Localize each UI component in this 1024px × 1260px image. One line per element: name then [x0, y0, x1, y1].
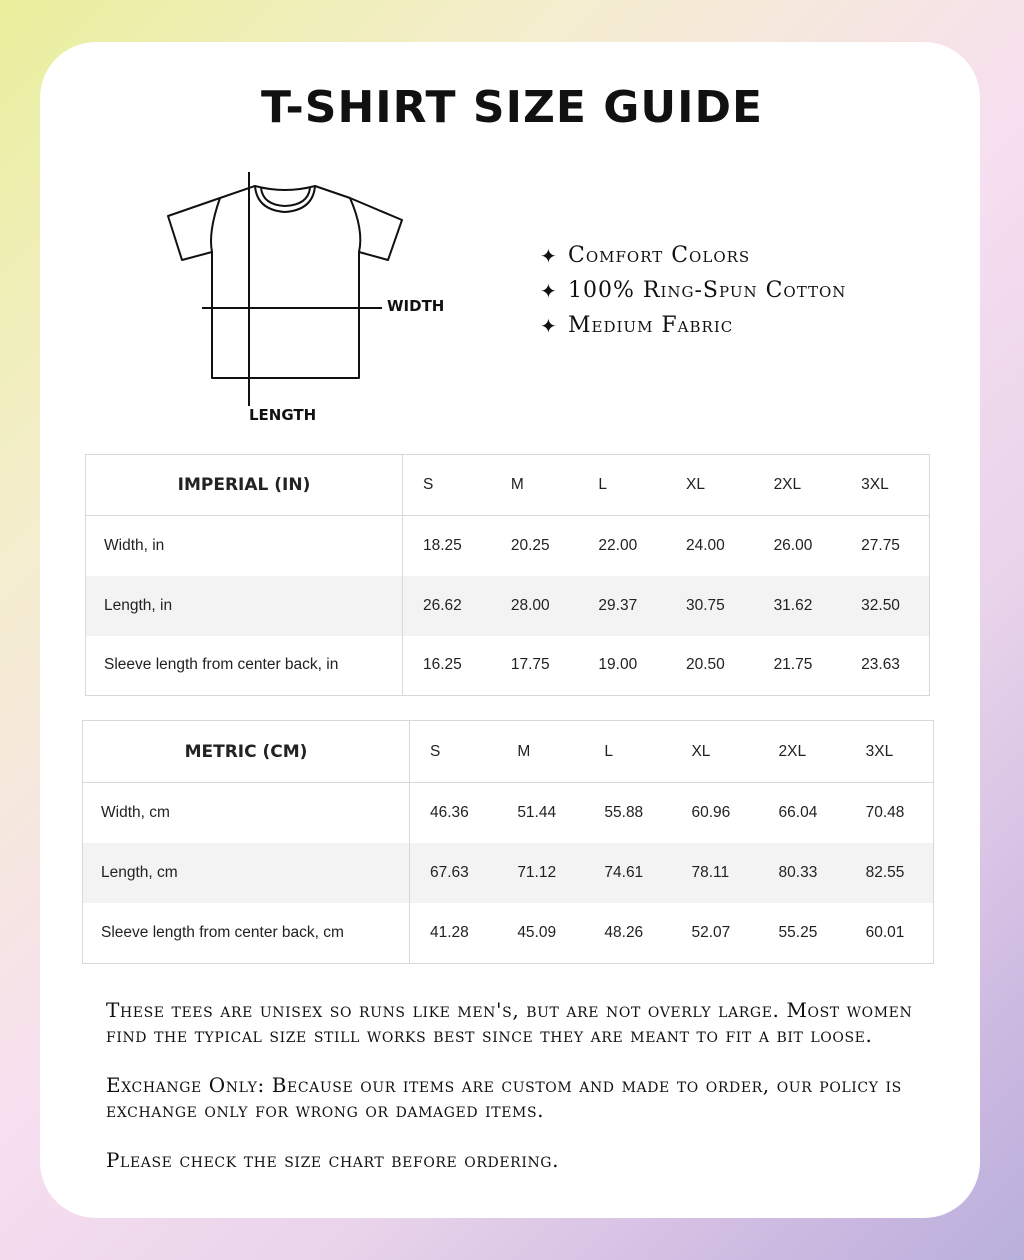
row-label: Sleeve length from center back, in [86, 636, 403, 696]
table-cell: 30.75 [666, 576, 754, 636]
sparkle-star-icon: ✦ [540, 313, 558, 338]
table-row [86, 576, 930, 636]
row-label: Length, cm [83, 843, 410, 903]
table-cell: 27.75 [861, 536, 900, 554]
table-cell: 80.33 [759, 843, 846, 903]
table-row [83, 903, 934, 963]
table-cell: 41.28 [430, 924, 469, 942]
size-header: L [598, 476, 608, 493]
table-cell: 48.26 [604, 924, 644, 942]
table-cell: 82.55 [846, 843, 934, 903]
table-cell: 20.25 [510, 536, 550, 554]
fit-note: These tees are unisex so runs like men's, but are not overly large. Most women find the typical size still works best since they are meant to fit a bit loose. [106, 998, 913, 1047]
table-cell: 31.62 [754, 576, 842, 636]
page-title: T-SHIRT SIZE GUIDE [260, 82, 764, 133]
table-cell: 18.25 [423, 536, 462, 554]
sparkle-star-icon: ✦ [540, 243, 558, 268]
table-row [83, 843, 934, 903]
table-row [86, 636, 930, 696]
tshirt-outline [168, 186, 402, 378]
table-cell: 26.00 [773, 536, 813, 554]
table-cell: 22.00 [598, 536, 638, 554]
row-label: Sleeve length from center back, cm [83, 903, 410, 963]
table-row [86, 516, 930, 576]
size-header: XL [691, 742, 711, 760]
size-header: M [510, 476, 524, 493]
table-cell: 16.25 [423, 656, 462, 674]
length-label: LENGTH [249, 406, 317, 424]
table-cell: 67.63 [410, 843, 498, 903]
table-cell: 20.50 [685, 656, 725, 674]
table-header-row [86, 455, 930, 516]
table-cell: 55.25 [778, 924, 818, 942]
size-header: 2XL [773, 476, 802, 493]
size-header: 2XL [778, 742, 807, 760]
imperial-size-table [85, 454, 930, 696]
table-cell: 32.50 [841, 576, 929, 636]
row-label: Width, in [86, 516, 403, 576]
size-header: S [423, 476, 434, 493]
table-system-header: METRIC (CM) [83, 721, 410, 783]
size-header: XL [685, 476, 705, 493]
feature-item: ✦ 100% Ring-Spun Cotton [540, 273, 846, 308]
size-header: S [430, 742, 441, 760]
sparkle-star-icon: ✦ [540, 278, 558, 303]
size-header: M [517, 742, 531, 760]
table-cell: 24.00 [685, 536, 725, 554]
table-cell: 52.07 [691, 924, 731, 942]
table-cell: 66.04 [778, 804, 818, 822]
table-row [83, 783, 934, 843]
table-cell: 19.00 [598, 656, 638, 674]
table-cell: 60.01 [865, 924, 905, 942]
row-label: Width, cm [83, 783, 410, 843]
size-check-note: Please check the size chart before ordering. [106, 1148, 560, 1172]
feature-item: ✦ Comfort Colors [540, 238, 846, 273]
table-cell: 60.96 [691, 804, 731, 822]
table-system-header: IMPERIAL (IN) [86, 455, 403, 516]
row-label: Length, in [86, 576, 403, 636]
table-cell: 70.48 [865, 804, 905, 822]
size-header: 3XL [865, 742, 894, 760]
table-header-row [83, 721, 934, 783]
table-cell: 74.61 [584, 843, 671, 903]
feature-item: ✦ Medium Fabric [540, 308, 846, 343]
metric-size-table [82, 720, 934, 964]
table-cell: 29.37 [578, 576, 666, 636]
exchange-policy-note: Exchange Only: Because our items are custom and made to order, our policy is exchange only for wrong or damaged items. [106, 1073, 902, 1122]
table-cell: 21.75 [773, 656, 813, 674]
table-cell: 17.75 [510, 656, 550, 674]
size-header: L [604, 742, 614, 760]
size-header: 3XL [861, 476, 889, 493]
table-cell: 46.36 [430, 804, 469, 822]
table-cell: 78.11 [671, 843, 758, 903]
table-cell: 55.88 [604, 804, 644, 822]
table-cell: 23.63 [861, 656, 900, 674]
table-cell: 51.44 [517, 804, 557, 822]
table-cell: 71.12 [497, 843, 584, 903]
table-cell: 45.09 [517, 924, 557, 942]
feature-list [540, 238, 846, 343]
policy-notes [106, 998, 926, 1198]
table-cell: 28.00 [491, 576, 579, 636]
width-label: WIDTH [387, 297, 445, 315]
table-cell: 26.62 [403, 576, 491, 636]
